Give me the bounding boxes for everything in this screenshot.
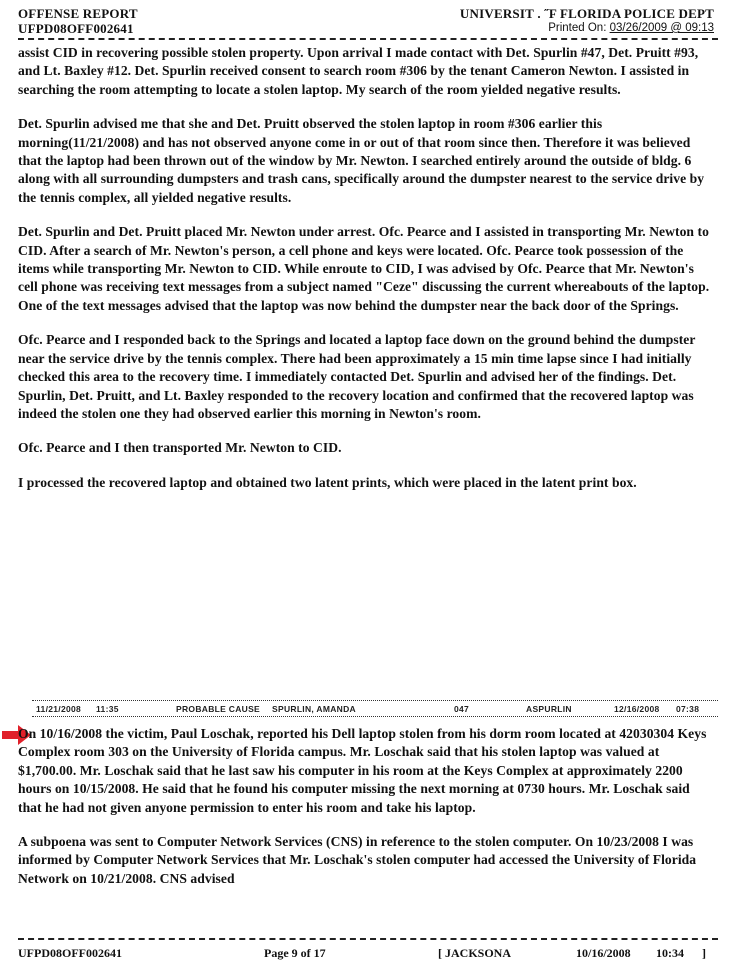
report-header-right [460,6,714,36]
footer-bracket: ] [702,946,706,960]
footer-divider [18,938,718,940]
entry-entry-date: 12/16/2008 [614,704,660,714]
narrative-paragraph: On 10/16/2008 the victim, Paul Loschak, reported his Dell laptop stolen from his dorm room located at 42030304 Keys Complex room 303 on the University of Florida campus. Mr. Loschak said that his stolen laptop was valued at $1,700.00. Mr. Loschak said that he last saw his computer in his room at the Keys Complex at approximately 2200 hours on 10/15/2008. He said that he found his computer missing the next morning at 0730 hours. Mr. Loschak said that he had not given anyone permission to enter his room and take his laptop. [18,726,707,815]
entry-divider-bottom [32,716,718,717]
report-type: OFFENSE REPORT [18,6,138,21]
entry-entry-time: 07:38 [676,704,700,714]
footer-user: [ JACKSONA [438,946,512,960]
entry-user: ASPURLIN [526,704,572,714]
case-number: UFPD08OFF002641 [18,21,134,36]
footer-page-number: Page 9 of 17 [264,946,326,960]
footer-time: 10:34 [656,946,684,960]
narrative-section-2 [18,725,714,904]
footer-case-number: UFPD08OFF002641 [18,946,122,960]
narrative-paragraph: Det. Spurlin advised me that she and Det. Pruitt observed the stolen laptop in room #306 earlier this morning(11/21/2008) and has not observed anyone come in or out of that room since then. Therefore it was believed that the laptop had been thrown out of the window by Mr. Newton. I searched entirely around the outside of bldg. 6 along with all surrounding dumpsters and trash cans, specifically around the dumpster nearest to the service drive by the tennis complex, all yielded negative results. [18,116,705,205]
narrative-paragraph: I processed the recovered laptop and obtained two latent prints, which were placed in the latent print box. [18,474,637,490]
header-divider [18,38,718,40]
narrative-paragraph: Ofc. Pearce and I then transported Mr. Newton to CID. [18,440,342,456]
entry-divider-top [32,700,718,701]
printed-value: 03/26/2009 @ 09:13 [609,22,714,34]
department-name: UNIVERSIT . ˝F FLORIDA POLICE DEPT [459,6,714,21]
report-header-left [18,6,138,36]
entry-time: 11:35 [96,704,119,714]
footer-date: 10/16/2008 [576,946,631,960]
printed-on [460,21,714,36]
narrative-paragraph: assist CID in recovering possible stolen property. Upon arrival I made contact with Det. Spurlin #47, Det. Pruitt #93, and Lt. Baxley #12. Det. Spurlin received consent to search room #306 by the tenant Cameron Newton. I assisted in searching the room attempting to locate a stolen laptop. My search of the room yielded negative results. [18,45,699,97]
narrative-section-1 [18,44,714,508]
entry-date: 11/21/2008 [36,704,82,714]
narrative-paragraph: Det. Spurlin and Det. Pruitt placed Mr. Newton under arrest. Ofc. Pearce and I assisted in transporting Mr. Newton to CID. After a search of Mr. Newton's person, a cell phone and keys were located. Ofc. Pearce took possession of the items while transporting Mr. Newton to CID. While enroute to CID, I was advised by Ofc. Pearce that Mr. Newton's cell phone was receiving text messages from a subject named "Ceze" discussing the current whereabouts of the laptop. One of the text messages advised that the laptop was now behind the dumpster near the back door of the Springs. [18,224,710,313]
printed-label: Printed On: [548,22,607,34]
entry-badge: 047 [454,704,470,714]
entry-type: PROBABLE CAUSE [176,704,261,714]
entry-officer: SPURLIN, AMANDA [272,704,356,714]
narrative-paragraph: A subpoena was sent to Computer Network Services (CNS) in reference to the stolen computer. On 10/23/2008 I was informed by Computer Network Services that Mr. Loschak's stolen computer had accessed the University of Florida Network on 10/21/2008. CNS advised [18,834,697,886]
narrative-paragraph: Ofc. Pearce and I responded back to the Springs and located a laptop face down on the ground behind the dumpster near the service drive by the tennis complex. There had been approximately a 15 min time lapse since I had initially checked this area to the recovery time. I immediately contacted Det. Spurlin and advised her of the findings. Det. Spurlin, Det. Pruitt, and Lt. Baxley responded to the recovery location and confirmed that the recovered laptop was indeed the stolen one they had observed earlier this morning in Newton's room. [18,332,696,421]
